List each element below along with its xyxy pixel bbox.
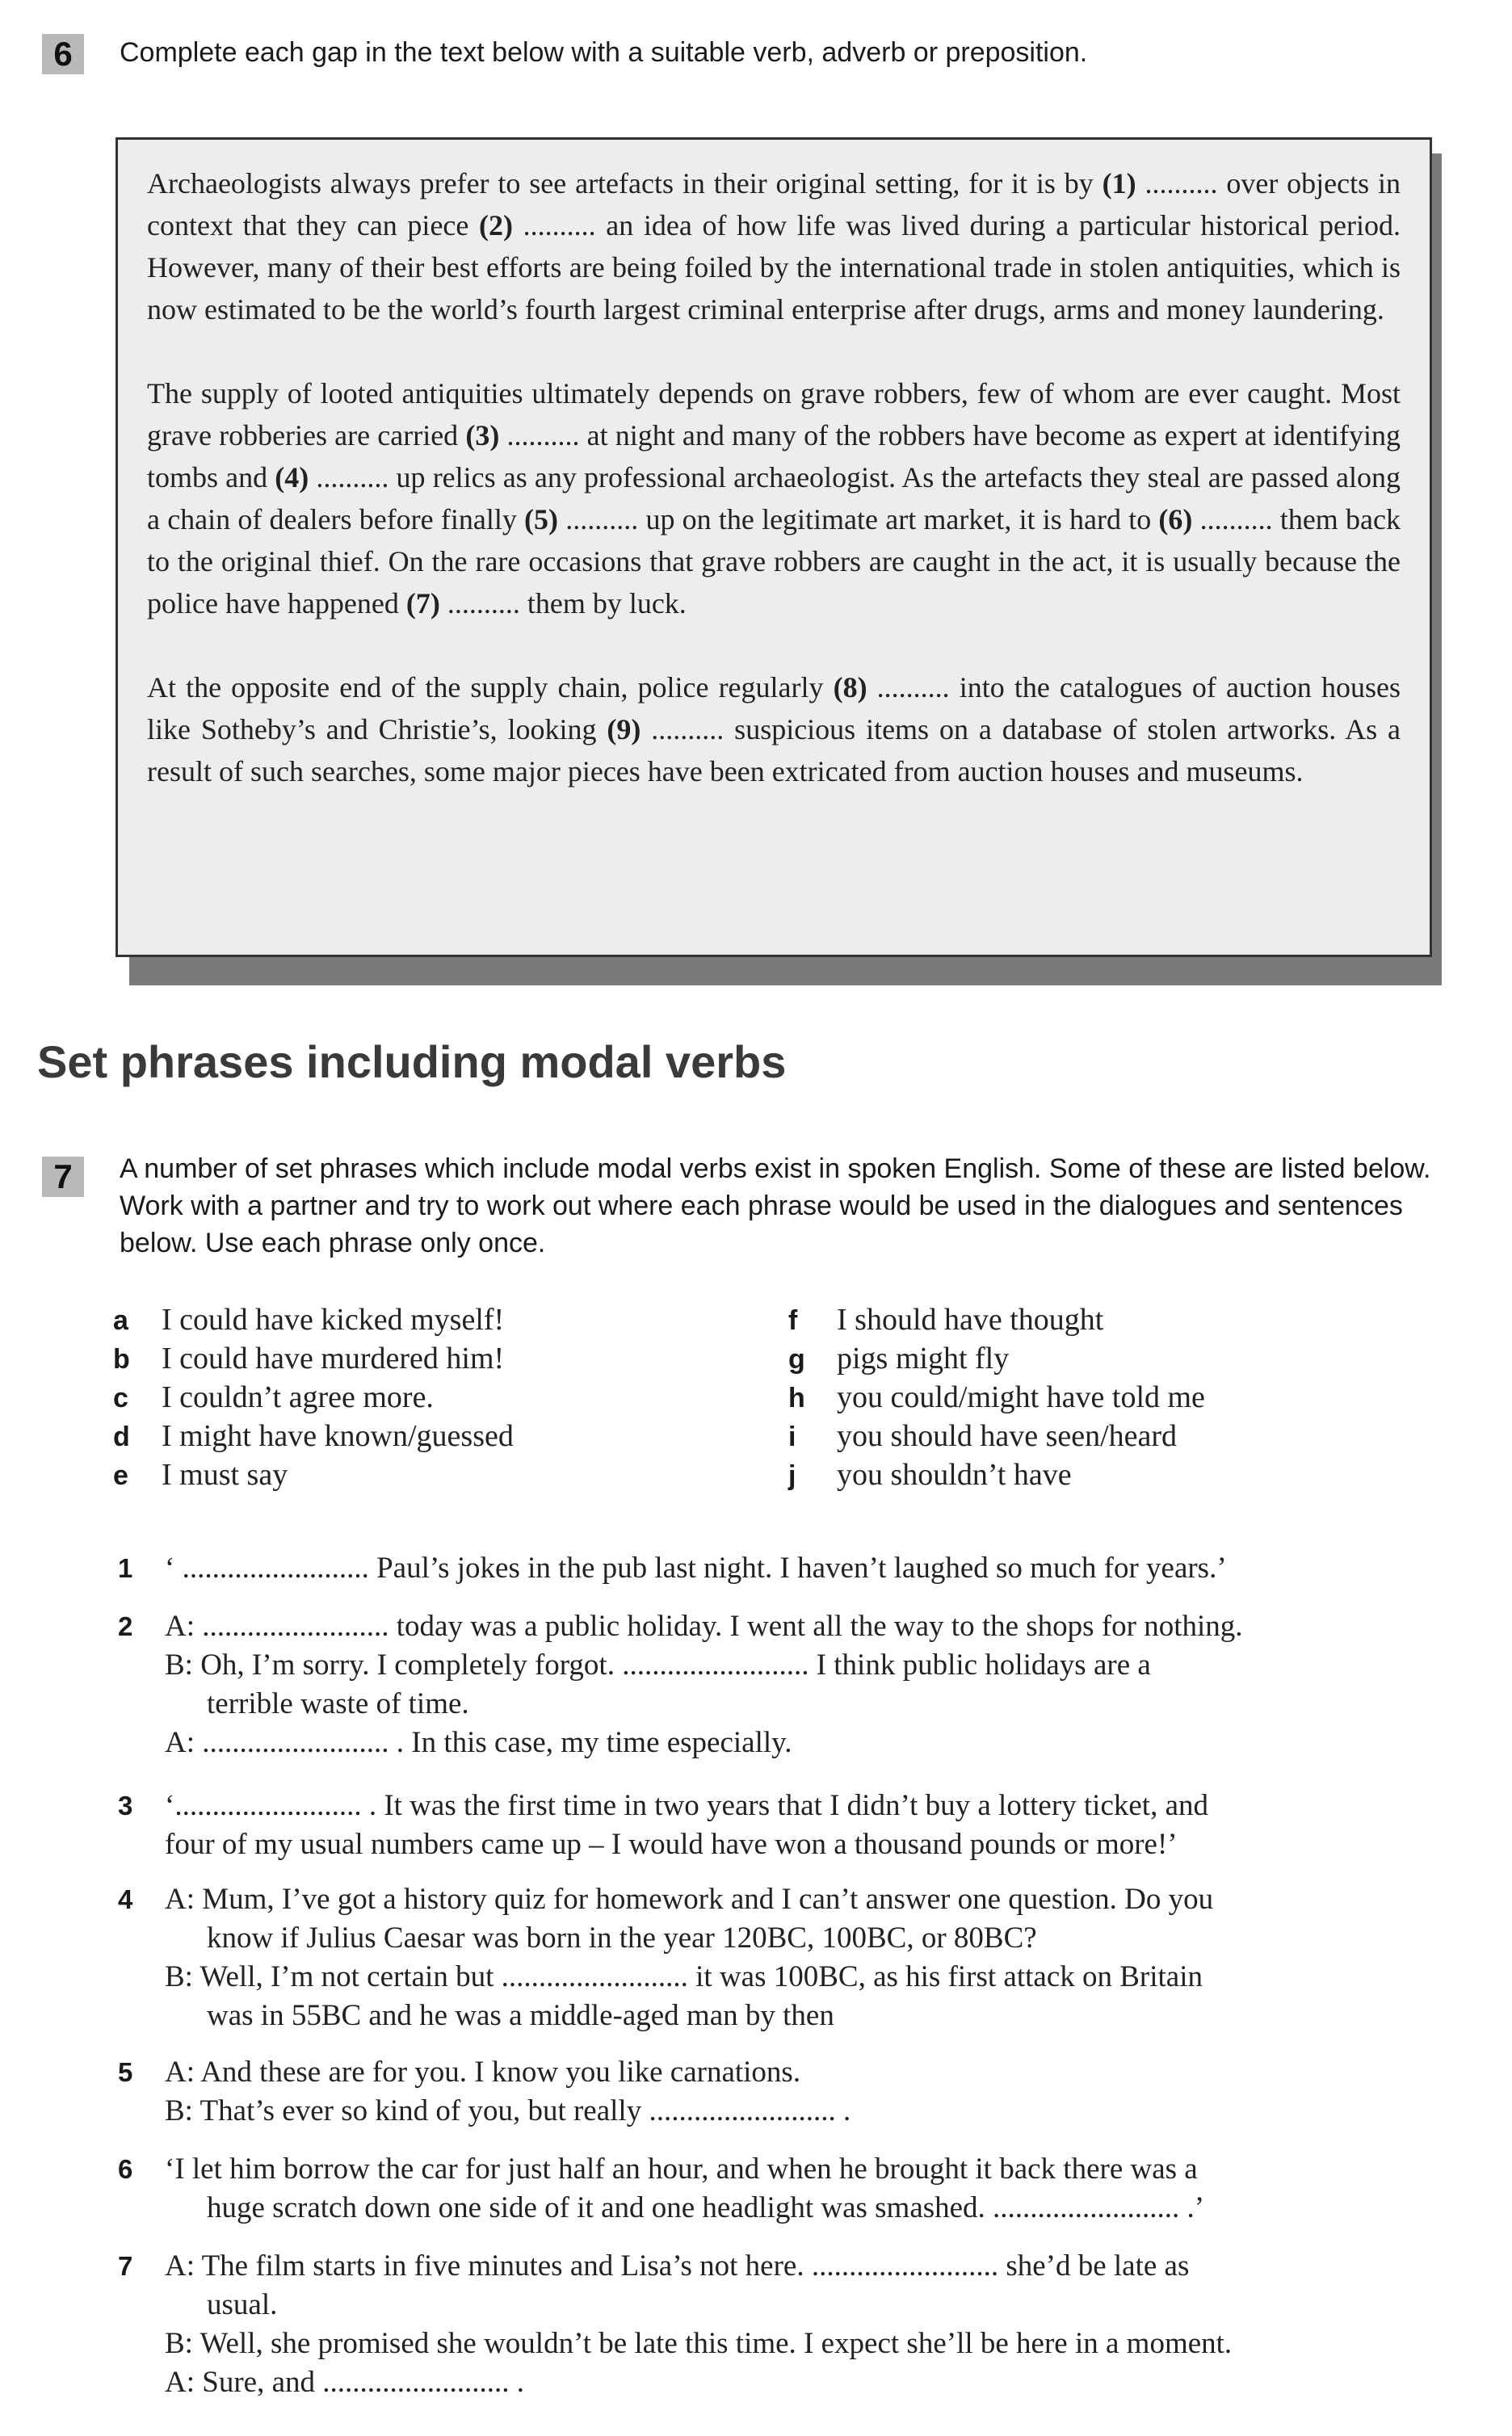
phrase-letter: f [788,1305,798,1336]
gap-number: (1) [1102,167,1136,200]
item-text [165,2247,1473,2402]
gap-number: (6) [1158,503,1193,536]
passage-paragraph: The supply of looted antiquities ultimately depends on grave robbers, few of whom are ever caught. Most grave robberies are carried (3) .......... at night and many of the robbers have become as expert at identifying tombs and (4) .......... up relics as any professional archaeologist. As the artefacts they steal are passed along a chain of dealers before finally (5) .......... up on the legitimate art market, it is hard to (6) .......... them back to the original thief. On the rare occasions that grave robbers are caught in the act, it is usually because the police have happened (7) .......... them by luck. [147,377,1401,620]
item-text [165,1880,1473,2035]
passage-paragraph: Archaeologists always prefer to see artefacts in their original setting, for it is by (1) .......... over objects in context that they can piece (2) .......... an idea of how life was lived during a particular historical period. However, many of their best efforts are being foiled by the international trade in stolen antiquities, which is now estimated to be the world’s fourth largest criminal enterprise after drugs, arms and money laundering. [147,167,1401,326]
item-number: 2 [118,1611,133,1641]
phrase-item [113,1418,514,1457]
item-line: A: The film starts in five minutes and Lisa’s not here. ......................... she’d be late as [165,2249,1190,2283]
item-line: A: ......................... . In this case, my time especially. [165,1726,792,1759]
phrase-text: I could have murdered him! [162,1342,505,1376]
item-text [165,2150,1473,2228]
section-title: Set phrases including modal verbs [37,1036,787,1087]
phrase-item [788,1380,1205,1418]
item-line: usual. [207,2288,278,2321]
phrase-letter: b [113,1344,130,1375]
gap-number: (7) [405,587,440,620]
item-line: ‘......................... . It was the first time in two years that I didn’t buy a lottery ticket, and [165,1789,1209,1822]
phrase-item [788,1302,1205,1341]
phrase-text: pigs might fly [837,1342,1010,1376]
gap-number: (8) [833,671,867,704]
phrase-text: I couldn’t agree more. [162,1380,434,1414]
phrase-text: you could/might have told me [837,1380,1205,1414]
item-line: A: Sure, and ......................... . [165,2366,524,2399]
phrase-list-right [788,1302,1205,1496]
item-text [165,1607,1473,1762]
phrase-item [113,1380,514,1418]
phrase-text: I might have known/guessed [162,1419,514,1453]
exercise-7-instruction: A number of set phrases which include modal verbs exist in spoken English. Some of these are listed below. Work with a partner and try to work out where each phrase would be used in the dialogues and sentences below. Use each phrase only once. [120,1153,1431,1258]
phrase-item [113,1302,514,1341]
phrase-letter: i [788,1422,796,1452]
item-number: 6 [118,2154,133,2184]
item-line: B: Well, she promised she wouldn’t be late this time. I expect she’ll be here in a moment. [165,2327,1233,2360]
phrase-item [788,1341,1205,1380]
item-line: A: Mum, I’ve got a history quiz for homework and I can’t answer one question. Do you [165,1883,1214,1916]
passage-paragraph: At the opposite end of the supply chain, police regularly (8) .......... into the catalogues of auction houses like Sotheby’s and Christie’s, looking (9) .......... suspicious items on a database of stolen artworks. As a result of such searches, some major pieces have been extricated from auction houses and museums. [147,671,1401,788]
phrase-letter: d [113,1422,130,1452]
item-line: B: Oh, I’m sorry. I completely forgot. ......................... I think public holidays are a [165,1648,1151,1682]
item-line: A: And these are for you. I know you like carnations. [165,2056,801,2089]
item-line: terrible waste of time. [207,1687,469,1720]
phrase-item [113,1341,514,1380]
phrase-item [788,1418,1205,1457]
gap-number: (5) [524,503,559,536]
item-line: huge scratch down one side of it and one headlight was smashed. ......................... .’ [207,2191,1205,2224]
item-line: was in 55BC and he was a middle-aged man by then [207,1999,834,2032]
phrase-text: I could have kicked myself! [162,1303,505,1337]
phrase-text: I should have thought [837,1303,1104,1337]
gap-number: (4) [275,461,309,494]
gap-number: (9) [607,713,641,746]
item-number: 7 [118,2251,133,2281]
gap-number: (2) [479,209,513,242]
item-line: ‘ ......................... Paul’s jokes in the pub last night. I haven’t laughed so much for years.’ [165,1552,1227,1585]
phrase-text: you should have seen/heard [837,1419,1178,1453]
phrase-letter: a [113,1305,128,1336]
passage-box [116,137,1432,957]
item-text [165,2053,1473,2131]
phrase-letter: h [788,1383,805,1413]
item-text [165,1549,1473,1588]
exercise-7-number: 7 [42,1157,84,1197]
phrase-list-left [113,1302,514,1496]
phrase-item [113,1457,514,1496]
item-number: 4 [118,1884,133,1914]
phrase-letter: g [788,1344,805,1375]
phrase-letter: j [788,1460,796,1491]
phrase-text: you shouldn’t have [837,1458,1072,1492]
phrase-letter: e [113,1460,128,1491]
item-text [165,1787,1473,1864]
item-number: 5 [118,2057,133,2087]
phrase-item [788,1457,1205,1496]
item-line: B: Well, I’m not certain but ......................... it was 100BC, as his first attack on Britain [165,1960,1203,1993]
gap-number: (3) [465,419,500,452]
item-line: A: ......................... today was a public holiday. I went all the way to the shops for nothing. [165,1610,1243,1643]
phrase-letter: c [113,1383,128,1413]
item-line: four of my usual numbers came up – I would have won a thousand pounds or more!’ [165,1828,1178,1861]
phrase-text: I must say [162,1458,288,1492]
exercise-6-instruction: Complete each gap in the text below with a suitable verb, adverb or preposition. [120,37,1088,68]
exercise-6-number: 6 [42,34,84,74]
item-line: ‘I let him borrow the car for just half an hour, and when he brought it back there was a [165,2152,1198,2186]
item-line: B: That’s ever so kind of you, but really ......................... . [165,2094,851,2127]
item-line: know if Julius Caesar was born in the year 120BC, 100BC, or 80BC? [207,1922,1037,1955]
item-number: 3 [118,1791,133,1821]
item-number: 1 [118,1553,133,1583]
